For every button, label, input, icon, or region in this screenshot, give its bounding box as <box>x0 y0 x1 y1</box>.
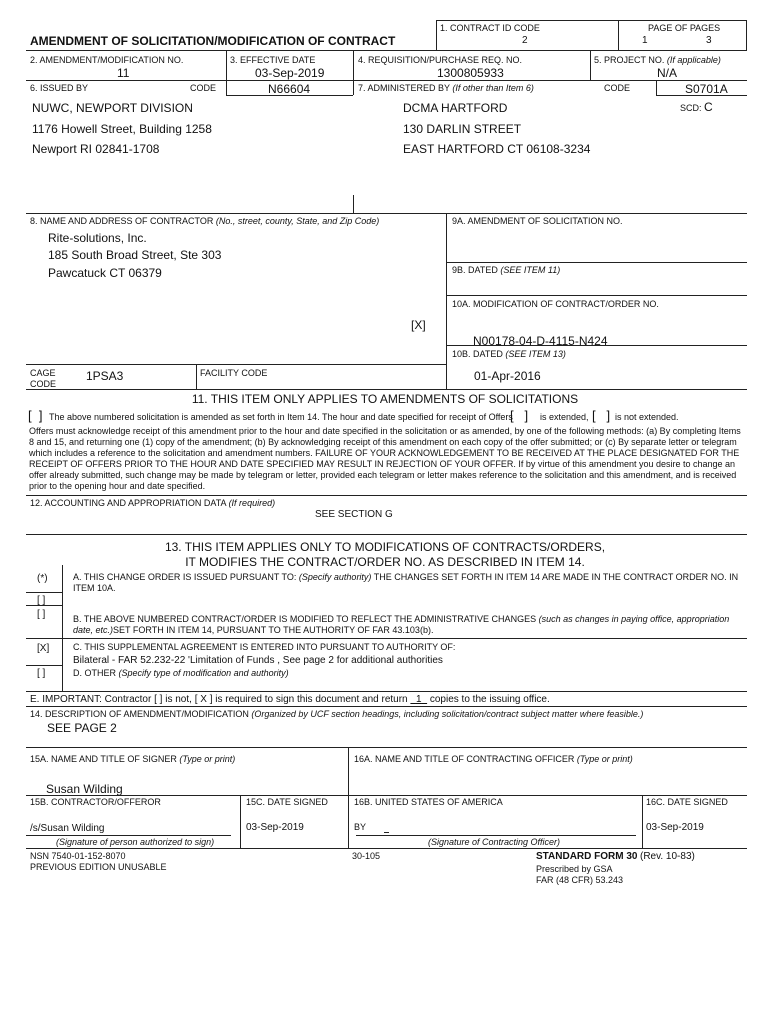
item13b-mark[interactable]: [ ] <box>37 609 46 620</box>
amendment-no-value: 11 <box>117 66 130 80</box>
modification-no-label: 10A. MODIFICATION OF CONTRACT/ORDER NO. <box>452 299 659 309</box>
contractor-city: Pawcatuck CT 06379 <box>48 266 162 280</box>
admin-street: 130 DARLIN STREET <box>403 122 522 136</box>
rule <box>353 50 354 95</box>
issued-by-label: 6. ISSUED BY <box>30 83 89 93</box>
rule <box>26 691 747 692</box>
rule <box>26 534 747 535</box>
far-reference: FAR (48 CFR) 53.243 <box>536 875 624 885</box>
item13a-mark[interactable]: (*) <box>37 573 48 584</box>
contract-id-value: 2 <box>522 35 528 46</box>
amendment-no-label: 2. AMENDMENT/MODIFICATION NO. <box>30 55 184 65</box>
facility-code-label: FACILITY CODE <box>200 368 268 378</box>
rule <box>26 80 747 81</box>
previous-edition: PREVIOUS EDITION UNUSABLE <box>30 862 167 872</box>
contractor-date-label: 15C. DATE SIGNED <box>246 797 328 807</box>
cage-label-code: CODE <box>30 379 57 389</box>
rule <box>436 20 437 50</box>
item13a-text: A. THIS CHANGE ORDER IS ISSUED PURSUANT TO: (Specify authority) THE CHANGES SET FORTH IN ITEM 14 ARE MADE IN THE CONTRACT ORDER NO. IN <box>73 572 739 582</box>
contractor-street: 185 South Broad Street, Ste 303 <box>48 248 222 262</box>
total-pages: 3 <box>706 35 712 46</box>
cage-code-value: 1PSA3 <box>86 369 124 383</box>
form-number: 30-105 <box>352 851 381 861</box>
extended-checkbox[interactable]: [ ] <box>510 408 529 423</box>
rule <box>618 20 619 50</box>
standard-form: STANDARD FORM 30 (Rev. 10-83) <box>536 851 695 862</box>
rule <box>642 795 643 848</box>
admin-code-value: S0701A <box>685 82 728 96</box>
rule <box>26 213 747 214</box>
nsn-number: NSN 7540-01-152-8070 <box>30 851 126 861</box>
rule <box>26 389 747 390</box>
signature-hint-right: (Signature of Contracting Officer) <box>428 837 561 847</box>
rule <box>26 848 747 849</box>
rule <box>26 835 231 836</box>
item11-paragraph: Offers must acknowledge receipt of this amendment prior to the hour and date specified in the solicitation or as amended, by one of the following methods: (a) By completing Items 8 and 15, and returning one (1) copy of the amendment; (b) By acknowledging receipt of this amendment on each copy of the offer submitted; or (c) By separate letter or telegram which includes a reference to the solicitation and amendment numbers. FAILURE OF YOUR ACKNOWLEDGEMENT TO BE RECEIVED AT THE PLACE DESIGNATED FOR THE RECEIPT OF OFFERS PRIOR TO THE HOUR AND DATE SPECIFIED MAY RESULT IN REJECTION OF YOUR OFFER. If by virtue of this amendment you desire to change an offer already submitted, such change may be made by telegram or letter, provided each telegram or letter makes reference to the solicitation and this amendment, and is received prior to the opening hour and date specified. <box>29 426 741 491</box>
rule <box>26 706 747 707</box>
not-extended-checkbox[interactable]: [ ] <box>592 408 611 423</box>
item11-line1: The above numbered solicitation is amended as set forth in Item 14. The hour and date specified for receipt of Offers <box>49 412 513 422</box>
item13b-text: B. THE ABOVE NUMBERED CONTRACT/ORDER IS MODIFIED TO REFLECT THE ADMINISTRATIVE CHANGES (such as changes in paying office, appropriation <box>73 614 730 624</box>
contractor-offeror-label: 15B. CONTRACTOR/OFFEROR <box>30 797 161 807</box>
issuer-street: 1176 Howell Street, Building 1258 <box>32 122 212 136</box>
contractor-signature: /s/Susan Wilding <box>30 823 105 834</box>
requisition-label: 4. REQUISITION/PURCHASE REQ. NO. <box>358 55 523 65</box>
offers-checkbox-bracket[interactable]: [ ] <box>28 408 43 423</box>
rule <box>26 665 62 666</box>
usa-label: 16B. UNITED STATES OF AMERICA <box>354 797 503 807</box>
item13-heading2: IT MODIFIES THE CONTRACT/ORDER NO. AS DESCRIBED IN ITEM 14. <box>185 555 585 569</box>
accounting-value: SEE SECTION G <box>315 509 393 520</box>
rule <box>26 747 747 748</box>
page-number: 1 <box>642 35 648 46</box>
is-extended-text: is extended, <box>540 412 589 422</box>
page-of-pages-label: PAGE OF PAGES <box>648 23 721 33</box>
item13c-mark[interactable]: [X] <box>37 643 50 654</box>
admin-name: DCMA HARTFORD <box>403 101 508 115</box>
administered-by-label: 7. ADMINISTERED BY (If other than Item 6) <box>358 83 534 93</box>
modification-no-value: N00178-04-D-4115-N424 <box>473 334 608 348</box>
officer-name-label: 16A. NAME AND TITLE OF CONTRACTING OFFICER (Type or print) <box>354 754 633 764</box>
rule <box>356 835 636 836</box>
admin-code-label: CODE <box>604 83 631 93</box>
rule <box>26 495 747 496</box>
issued-code-value: N66604 <box>268 82 311 96</box>
rule <box>62 565 63 691</box>
issued-code-label: CODE <box>190 83 217 93</box>
accounting-label: 12. ACCOUNTING AND APPROPRIATION DATA (If required) <box>30 498 276 508</box>
rule <box>348 747 349 848</box>
item13a-text-cont: ITEM 10A. <box>73 583 116 593</box>
rule <box>590 50 591 80</box>
item13-blank-mark[interactable]: [ ] <box>37 595 46 606</box>
rule <box>196 364 197 389</box>
rule <box>384 832 389 833</box>
rule <box>240 795 241 848</box>
important-not-checkbox[interactable]: [ ] <box>154 694 163 705</box>
copies-count: 1 <box>415 694 422 705</box>
item11-heading: 11. THIS ITEM ONLY APPLIES TO AMENDMENTS OF SOLICITATIONS <box>191 392 579 406</box>
rule <box>353 195 354 213</box>
project-no-value: N/A <box>657 66 678 80</box>
dated-10b-label: 10B. DATED (SEE ITEM 13) <box>452 349 566 359</box>
requisition-value: 1300805933 <box>437 66 504 80</box>
amendment-solicitation-label: 9A. AMENDMENT OF SOLICITATION NO. <box>452 216 623 226</box>
item13d-mark[interactable]: [ ] <box>37 668 46 679</box>
rule <box>226 50 227 95</box>
effective-date-label: 3. EFFECTIVE DATE <box>230 55 316 65</box>
rule <box>656 80 657 95</box>
issuer-name: NUWC, NEWPORT DIVISION <box>32 101 193 115</box>
contractor-label: 8. NAME AND ADDRESS OF CONTRACTOR (No., street, county, State, and Zip Code) <box>30 216 380 226</box>
rule <box>26 795 747 796</box>
signer-name-label: 15A. NAME AND TITLE OF SIGNER (Type or print) <box>30 754 236 764</box>
description-value: SEE PAGE 2 <box>47 721 117 735</box>
effective-date-value: 03-Sep-2019 <box>255 66 325 80</box>
issuer-city: Newport RI 02841-1708 <box>32 142 160 156</box>
signer-name-value: Susan Wilding <box>46 782 123 796</box>
contract-id-label: 1. CONTRACT ID CODE <box>440 23 540 33</box>
form-title: AMENDMENT OF SOLICITATION/MODIFICATION OF CONTRACT <box>30 34 396 48</box>
rule <box>26 592 62 593</box>
rule <box>26 364 446 365</box>
officer-date-value: 03-Sep-2019 <box>646 822 704 833</box>
rule <box>26 638 747 639</box>
by-label: BY <box>354 822 367 832</box>
cage-label: CAGE <box>30 368 56 378</box>
item13b-text-cont: date, etc.)SET FORTH IN ITEM 14, PURSUANT TO THE AUTHORITY OF FAR 43.103(b). <box>73 625 434 635</box>
officer-date-label: 16C. DATE SIGNED <box>646 797 728 807</box>
modification-checkbox[interactable]: [X] <box>411 318 426 332</box>
prescribed-by: Prescribed by GSA <box>536 864 613 874</box>
important-line: E. IMPORTANT: Contractor [ ] is not, [ X ] is required to sign this document and return 1 copies to the issuing office. <box>30 694 550 705</box>
scd-label: SCD: C <box>680 100 713 114</box>
rule <box>446 262 747 263</box>
rule <box>746 20 747 50</box>
rule <box>446 213 447 389</box>
item13d-text: D. OTHER (Specify type of modification and authority) <box>73 668 289 678</box>
project-no-label: 5. PROJECT NO. (If applicable) <box>594 55 721 65</box>
rule <box>446 295 747 296</box>
rule <box>436 20 747 21</box>
dated-9b-label: 9B. DATED (SEE ITEM 11) <box>452 265 561 275</box>
signature-hint-left: (Signature of person authorized to sign) <box>56 837 215 847</box>
item13c-value: Bilateral - FAR 52.232-22 'Limitation of Funds , See page 2 for additional authorities <box>73 655 443 666</box>
item13c-text: C. THIS SUPPLEMENTAL AGREEMENT IS ENTERED INTO PURSUANT TO AUTHORITY OF: <box>73 642 456 652</box>
important-x-checkbox[interactable]: [ X ] <box>194 694 213 705</box>
admin-city: EAST HARTFORD CT 06108-3234 <box>403 142 591 156</box>
is-not-extended-text: is not extended. <box>615 412 679 422</box>
description-label: 14. DESCRIPTION OF AMENDMENT/MODIFICATION (Organized by UCF section headings, including solicitation/contract subject matter where feasible.) <box>30 709 644 719</box>
contractor-name: Rite-solutions, Inc. <box>48 231 147 245</box>
item13-heading1: 13. THIS ITEM APPLIES ONLY TO MODIFICATIONS OF CONTRACTS/ORDERS, <box>164 540 606 554</box>
rule <box>26 50 747 51</box>
contractor-date-value: 03-Sep-2019 <box>246 822 304 833</box>
dated-10b-value: 01-Apr-2016 <box>474 369 541 383</box>
